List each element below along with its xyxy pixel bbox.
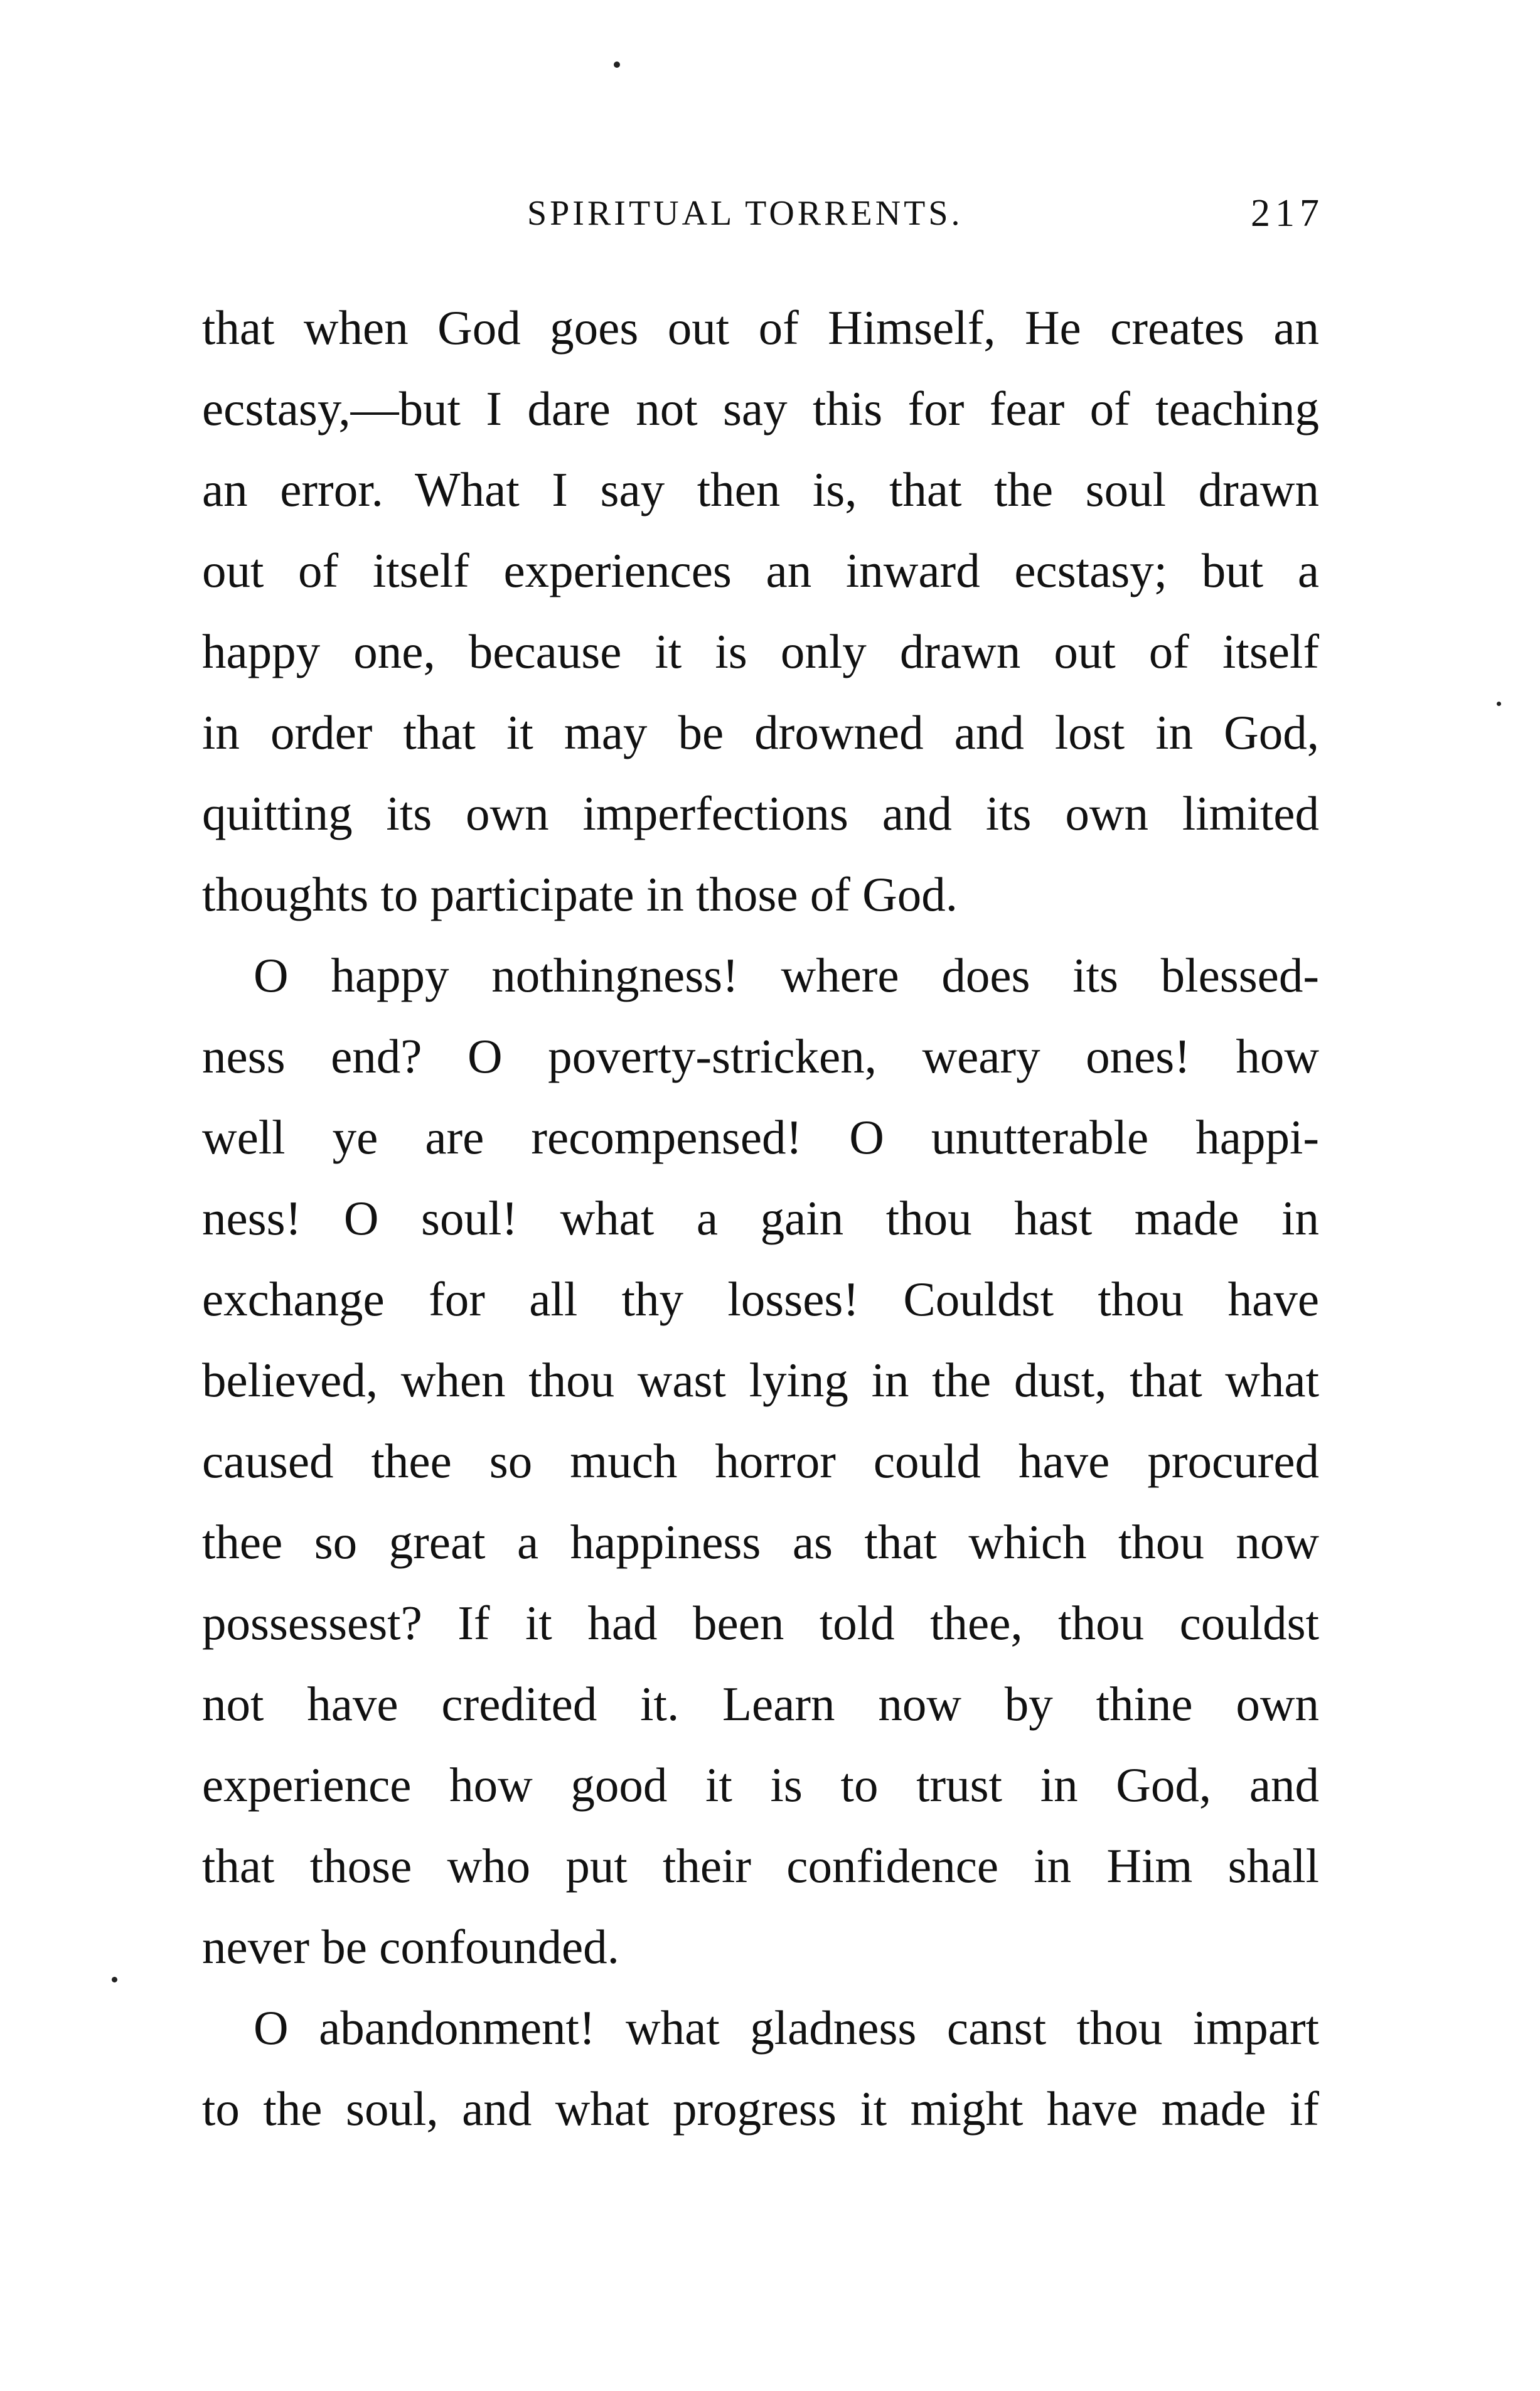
page-header xyxy=(201,188,1324,238)
text-line: exchange for all thy losses! Couldst thou have xyxy=(202,1272,1319,1326)
text-line: thoughts to participate in those of God. xyxy=(202,867,958,921)
paragraph xyxy=(202,1987,1319,2149)
text-line: ness! O soul! what a gain thou hast made in xyxy=(202,1191,1319,1245)
text-line: possessest? If it had been told thee, thou couldst xyxy=(202,1596,1319,1650)
scan-speck xyxy=(614,62,620,68)
text-line: quitting its own imperfections and its own limited xyxy=(202,786,1319,840)
running-head: SPIRITUAL TORRENTS. xyxy=(527,194,963,233)
text-line: to the soul, and what progress it might have made if xyxy=(202,2082,1319,2136)
text-line: well ye are recompensed! O unutterable happi- xyxy=(202,1110,1319,1164)
body-text xyxy=(202,287,1319,2149)
text-line: in order that it may be drowned and lost in God, xyxy=(202,705,1319,759)
scan-speck xyxy=(1497,702,1501,706)
text-line: caused thee so much horror could have procured xyxy=(202,1434,1319,1488)
text-line: that those who put their confidence in Him shall xyxy=(202,1839,1319,1893)
text-line: ecstasy,—but I dare not say this for fear of teaching xyxy=(202,382,1319,436)
text-line: believed, when thou wast lying in the dust, that what xyxy=(202,1353,1319,1407)
text-line: not have credited it. Learn now by thine own xyxy=(202,1677,1319,1731)
text-line: never be confounded. xyxy=(202,1920,619,1974)
text-line: O happy nothingness! where does its blessed- xyxy=(254,948,1319,1002)
paragraph xyxy=(202,287,1319,935)
text-line: O abandonment! what gladness canst thou impart xyxy=(254,2001,1319,2055)
page-number: 217 xyxy=(1251,192,1324,235)
text-line: ness end? O poverty-stricken, weary ones! how xyxy=(202,1029,1319,1083)
text-line: out of itself experiences an inward ecstasy; but a xyxy=(202,543,1319,597)
paragraph xyxy=(202,935,1319,1987)
text-line: that when God goes out of Himself, He creates an xyxy=(202,301,1319,355)
scan-speck xyxy=(112,1977,117,1982)
text-line: happy one, because it is only drawn out of itself xyxy=(202,624,1319,678)
text-line: experience how good it is to trust in God, and xyxy=(202,1758,1319,1812)
text-line: thee so great a happiness as that which thou now xyxy=(202,1515,1319,1569)
text-line: an error. What I say then is, that the soul drawn xyxy=(202,463,1319,516)
